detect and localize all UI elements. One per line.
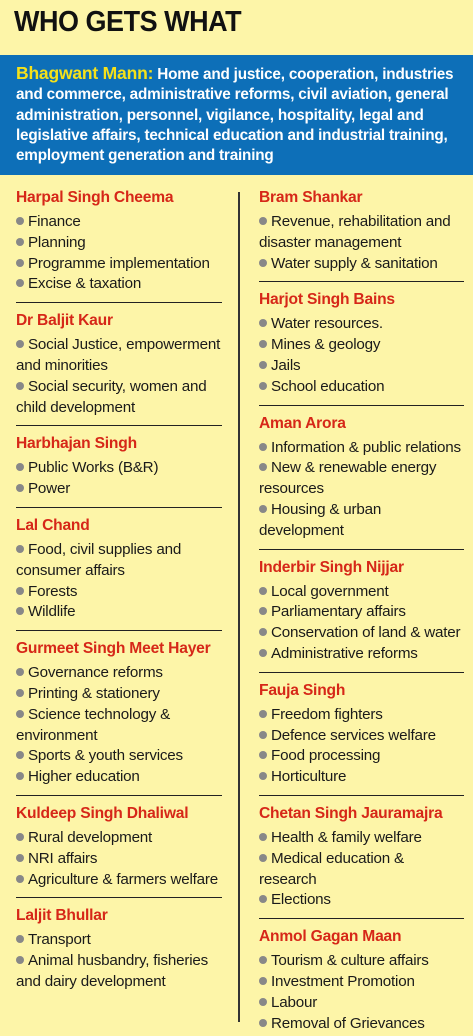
minister-name: Bram Shankar	[259, 189, 363, 206]
portfolio-text: New & renewable energy resources	[259, 459, 437, 498]
portfolio-text: Local government	[271, 582, 389, 600]
minister-harpal-singh-cheema	[16, 188, 222, 295]
minister-bram-shankar	[259, 188, 464, 274]
bullet-icon	[16, 710, 24, 718]
bullet-icon	[16, 484, 24, 492]
bullet-icon	[16, 259, 24, 267]
portfolio-text: Forests	[28, 582, 78, 600]
page-header	[0, 0, 473, 46]
portfolio-text: Food processing	[271, 747, 381, 765]
portfolio-item	[16, 377, 222, 419]
minister-name: Aman Arora	[259, 414, 346, 432]
section-separator	[259, 281, 464, 282]
bullet-icon	[259, 977, 267, 985]
minister-inderbir-singh-nijjar	[259, 558, 464, 665]
portfolio-list	[16, 335, 222, 418]
portfolio-item	[16, 479, 222, 500]
portfolio-text: Conservation of land & water	[271, 624, 461, 642]
portfolio-text: Housing & urban development	[259, 500, 382, 539]
bullet-icon	[259, 361, 267, 369]
portfolio-text: Animal husbandry, fisheries and dairy development	[16, 952, 209, 990]
portfolio-item	[16, 684, 222, 705]
portfolio-text: Elections	[271, 891, 331, 909]
portfolio-item	[16, 540, 222, 582]
portfolio-item	[259, 254, 464, 275]
section-separator	[16, 795, 222, 796]
portfolio-list	[259, 705, 464, 788]
portfolio-item	[16, 870, 222, 891]
minister-kuldeep-singh-dhaliwal	[16, 804, 222, 890]
cm-name: Bhagwant Mann:	[16, 63, 154, 83]
portfolio-list	[16, 540, 222, 623]
minister-aman-arora	[259, 414, 464, 542]
portfolio-list	[16, 663, 222, 788]
bullet-icon	[259, 607, 267, 615]
portfolio-item	[16, 582, 222, 603]
portfolio-text: Public Works (B&R)	[28, 459, 159, 477]
portfolio-item	[16, 849, 222, 870]
section-separator	[16, 897, 222, 898]
portfolio-item	[259, 849, 464, 891]
bullet-icon	[259, 772, 267, 780]
bullet-icon	[259, 505, 267, 513]
portfolio-text: Revenue, rehabilitation and disaster management	[259, 213, 451, 251]
bullet-icon	[16, 833, 24, 841]
portfolio-item	[259, 582, 464, 603]
portfolio-text: NRI affairs	[28, 849, 98, 867]
bullet-icon	[259, 587, 267, 595]
portfolio-list	[16, 828, 222, 890]
portfolio-text: Higher education	[28, 768, 140, 786]
bullet-icon	[259, 731, 267, 739]
portfolio-list	[259, 582, 464, 665]
minister-lal-chand	[16, 516, 222, 623]
bullet-icon	[16, 935, 24, 943]
portfolio-item	[16, 767, 222, 788]
portfolio-item	[16, 212, 222, 233]
portfolio-item	[259, 726, 464, 747]
portfolio-item	[259, 314, 464, 335]
minister-laljit-bhullar	[16, 906, 222, 992]
portfolio-text: Social Justice, empowerment and minorities	[16, 336, 221, 374]
minister-anmol-gagan-maan	[259, 927, 464, 1034]
bullet-icon	[259, 956, 267, 964]
portfolio-item	[259, 335, 464, 356]
minister-name: Laljit Bhullar	[16, 907, 108, 925]
portfolio-item	[259, 438, 464, 459]
bullet-icon	[259, 710, 267, 718]
bullet-icon	[16, 382, 24, 390]
minister-name: Inderbir Singh Nijjar	[259, 558, 404, 576]
portfolio-text: Water supply & sanitation	[271, 254, 438, 272]
section-separator	[259, 795, 464, 796]
minister-name: Gurmeet Singh Meet Hayer	[16, 640, 211, 658]
portfolio-text: Planning	[28, 233, 86, 251]
portfolio-text: Jails	[271, 356, 301, 374]
bullet-icon	[16, 238, 24, 246]
portfolio-text: Parliamentary affairs	[271, 603, 406, 621]
portfolio-text: Sports & youth services	[28, 747, 183, 765]
portfolio-item	[259, 951, 464, 972]
portfolio-text: Investment Promotion	[271, 972, 415, 990]
portfolio-text: Health & family welfare	[271, 828, 422, 846]
bullet-icon	[16, 340, 24, 348]
bullet-icon	[259, 319, 267, 327]
minister-name: Fauja Singh	[259, 681, 346, 699]
bullet-icon	[16, 607, 24, 615]
minister-name: Harjot Singh Bains	[259, 291, 395, 309]
bullet-icon	[16, 854, 24, 862]
portfolio-list	[259, 438, 464, 542]
portfolio-item	[16, 274, 222, 295]
portfolio-item	[16, 951, 222, 993]
portfolio-item	[259, 623, 464, 644]
minister-name: Chetan Singh Jauramajra	[259, 804, 443, 822]
portfolio-text: Wildlife	[28, 603, 76, 621]
portfolio-text: Mines & geology	[271, 336, 381, 354]
portfolio-text: Water resources.	[271, 315, 383, 333]
minister-name: Lal Chand	[16, 516, 90, 534]
portfolio-text: Power	[28, 480, 71, 498]
portfolio-text: Administrative reforms	[271, 644, 418, 662]
portfolio-text: Freedom fighters	[271, 705, 383, 723]
portfolio-text: Social security, women and child development	[16, 377, 207, 416]
portfolio-list	[16, 212, 222, 295]
chief-minister-box	[0, 55, 473, 175]
portfolio-item	[16, 458, 222, 479]
bullet-icon	[259, 443, 267, 451]
portfolio-text: Programme implementation	[28, 254, 210, 272]
page-title: WHO GETS WHAT	[14, 6, 242, 38]
portfolio-list	[259, 828, 464, 911]
portfolio-list	[16, 930, 222, 992]
section-separator	[259, 672, 464, 673]
portfolio-item	[259, 602, 464, 623]
portfolio-text: Removal of Grievances	[271, 1014, 425, 1032]
portfolio-text: Rural development	[28, 828, 153, 846]
section-separator	[16, 507, 222, 508]
portfolio-text: Printing & stationery	[28, 684, 160, 702]
portfolio-text: Finance	[28, 213, 81, 230]
column-divider	[238, 192, 240, 1022]
portfolio-item	[16, 828, 222, 849]
bullet-icon	[259, 751, 267, 759]
minister-chetan-singh-jauramajra	[259, 804, 464, 911]
bullet-icon	[259, 628, 267, 636]
portfolio-item	[259, 212, 464, 254]
bullet-icon	[259, 649, 267, 657]
minister-name: Dr Baljit Kaur	[16, 312, 113, 330]
minister-dr-baljit-kaur	[16, 311, 222, 418]
portfolio-item	[259, 705, 464, 726]
portfolio-text: Labour	[271, 993, 318, 1011]
bullet-icon	[259, 895, 267, 903]
minister-name: Harpal Singh Cheema	[16, 189, 174, 206]
portfolio-text: Information & public relations	[271, 438, 461, 456]
portfolio-item	[259, 972, 464, 993]
bullet-icon	[259, 382, 267, 390]
bullet-icon	[16, 545, 24, 553]
bullet-icon	[16, 956, 24, 964]
bullet-icon	[16, 689, 24, 697]
bullet-icon	[259, 998, 267, 1006]
bullet-icon	[16, 587, 24, 595]
left-column	[16, 188, 222, 993]
portfolio-item	[259, 993, 464, 1014]
portfolio-list	[259, 951, 464, 1034]
section-separator	[259, 405, 464, 406]
bullet-icon	[16, 875, 24, 883]
minister-name: Kuldeep Singh Dhaliwal	[16, 804, 189, 822]
portfolio-item	[16, 663, 222, 684]
portfolio-item	[16, 254, 222, 275]
portfolio-item	[259, 1014, 464, 1035]
portfolio-item	[259, 828, 464, 849]
portfolio-item	[259, 767, 464, 788]
bullet-icon	[259, 463, 267, 471]
portfolio-text: Science technology & environment	[16, 705, 171, 744]
cm-portfolio: Home and justice, cooperation, industries and commerce, administrative reforms, civil aviation, general administration, personnel, vigilance, hospitality, legal and legislative affairs, technical education and industrial training, employment generation and training	[16, 66, 454, 165]
portfolio-text: Medical education & research	[259, 849, 404, 888]
section-separator	[16, 425, 222, 426]
minister-fauja-singh	[259, 681, 464, 788]
minister-harbhajan-singh	[16, 434, 222, 500]
bullet-icon	[16, 668, 24, 676]
bullet-icon	[259, 259, 267, 267]
bullet-icon	[16, 751, 24, 759]
minister-name: Anmol Gagan Maan	[259, 928, 402, 946]
portfolio-list	[16, 458, 222, 500]
portfolio-text: Transport	[28, 931, 91, 949]
portfolio-item	[16, 746, 222, 767]
bullet-icon	[259, 340, 267, 348]
portfolio-text: Tourism & culture affairs	[271, 952, 429, 970]
bullet-icon	[16, 463, 24, 471]
minister-harjot-singh-bains	[259, 290, 464, 397]
portfolio-item	[259, 890, 464, 911]
portfolio-item	[16, 233, 222, 254]
section-separator	[16, 302, 222, 303]
bullet-icon	[16, 772, 24, 780]
portfolio-text: Governance reforms	[28, 664, 163, 682]
bullet-icon	[259, 1019, 267, 1027]
portfolio-item	[16, 930, 222, 951]
bullet-icon	[259, 833, 267, 841]
portfolio-text: Agriculture & farmers welfare	[28, 870, 219, 888]
portfolio-item	[16, 335, 222, 377]
right-column	[259, 188, 464, 1034]
portfolio-text: Food, civil supplies and consumer affairs	[16, 540, 182, 579]
portfolio-list	[259, 314, 464, 397]
bullet-icon	[259, 854, 267, 862]
portfolio-text: Horticulture	[271, 768, 347, 786]
portfolio-item	[259, 644, 464, 665]
portfolio-item	[16, 705, 222, 747]
portfolio-item	[259, 500, 464, 542]
section-separator	[259, 549, 464, 550]
bullet-icon	[259, 217, 267, 225]
section-separator	[16, 630, 222, 631]
section-separator	[259, 918, 464, 919]
minister-name: Harbhajan Singh	[16, 435, 137, 453]
bullet-icon	[16, 217, 24, 225]
minister-gurmeet-singh-meet-hayer	[16, 639, 222, 788]
portfolio-item	[259, 356, 464, 377]
portfolio-text: Excise & taxation	[28, 275, 142, 293]
portfolio-text: School education	[271, 377, 385, 395]
portfolio-item	[259, 458, 464, 500]
portfolio-list	[259, 212, 464, 274]
portfolio-item	[16, 602, 222, 623]
bullet-icon	[16, 279, 24, 287]
portfolio-item	[259, 746, 464, 767]
portfolio-text: Defence services welfare	[271, 726, 436, 744]
portfolio-item	[259, 377, 464, 398]
